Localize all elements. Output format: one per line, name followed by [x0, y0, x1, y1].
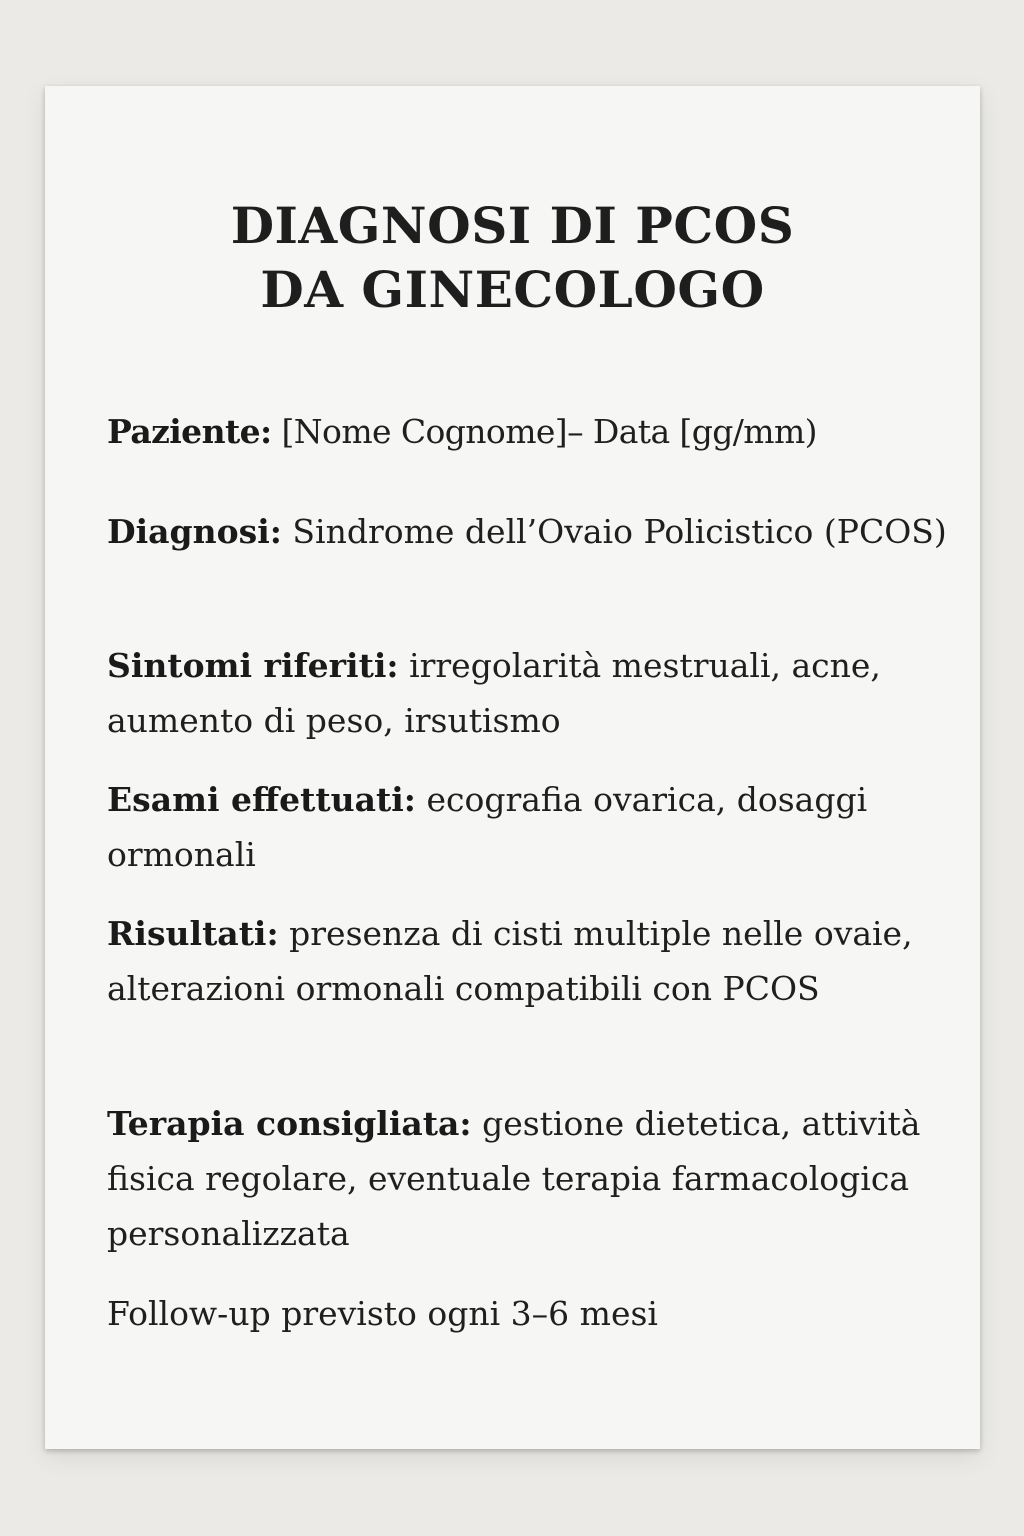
exams-value: ecografia ovarica, dosaggi ormonali	[107, 780, 868, 874]
diagnosis-card	[45, 86, 980, 1449]
therapy-value: gestione dietetica, attività fisica regolare, eventuale terapia farmacologica personalizzata	[107, 1104, 921, 1253]
patient-value: [Nome Cognome]– Data [gg/mm)	[281, 412, 817, 451]
diagnosis-entry	[107, 504, 950, 559]
patient-entry	[107, 404, 950, 459]
title-line-1: DIAGNOSI DI PCOS	[230, 196, 795, 255]
exams-entry	[107, 772, 950, 882]
diagnosis-label: Diagnosi:	[107, 512, 282, 551]
follow-up-note: Follow-up previsto ogni 3–6 mesi	[107, 1294, 658, 1333]
results-label: Risultati:	[107, 914, 279, 953]
title-line-2: DA GINECOLOGO	[260, 260, 765, 319]
therapy-entry	[107, 1096, 950, 1261]
results-value: presenza di cisti multiple nelle ovaie, alterazioni ormonali compatibili con PCOS	[107, 914, 913, 1008]
patient-label: Paziente:	[107, 412, 272, 451]
symptoms-value: irregolarità mestruali, acne, aumento di peso, irsutismo	[107, 646, 881, 740]
results-entry	[107, 906, 950, 1016]
diagnosis-value: Sindrome dell’Ovaio Policistico (PCOS)	[292, 512, 947, 551]
symptoms-entry	[107, 638, 950, 748]
exams-label: Esami effettuati:	[107, 780, 416, 819]
symptoms-label: Sintomi riferiti:	[107, 646, 399, 685]
therapy-label: Terapia consigliata:	[107, 1104, 472, 1143]
document-title	[45, 194, 980, 322]
